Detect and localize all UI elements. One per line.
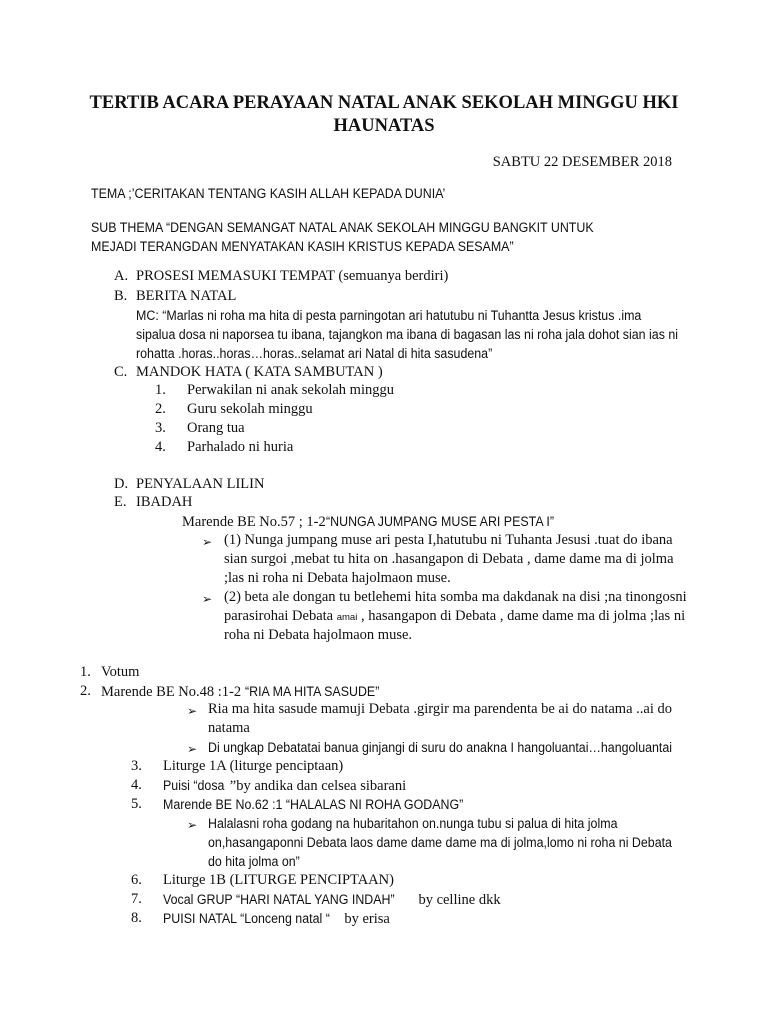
verse1-line1: (1) Nunga jumpang muse ari pesta I,hatutubu ni Tuhanta Jesusi .tuat do ibana <box>224 532 673 548</box>
verse1-line2: sian surgoi ,mebat tu hita on .hasangapon di Debata , dame dame ma di jolma <box>224 551 674 567</box>
order-item-song-62: Marende BE No.62 :1 “HALALAS NI ROHA GODANG” <box>163 797 464 812</box>
order-item-votum: Votum <box>101 664 140 680</box>
order-item-num: 4. <box>131 777 142 793</box>
speech-item-num: 4. <box>155 439 166 455</box>
speech-item: Guru sekolah minggu <box>187 401 313 417</box>
song62-lyric-line3: do hita jolma on” <box>208 854 300 869</box>
theme-line: TEMA ;’CERITAKAN TENTANG KASIH ALLAH KEPADA DUNIA’ <box>91 186 446 201</box>
arrowhead-bullet-icon: ➢ <box>202 535 213 549</box>
arrowhead-bullet-icon: ➢ <box>187 742 198 756</box>
order-item-num: 2. <box>80 683 91 699</box>
song48-lyric-line1: Ria ma hita sasude mamuji Debata .girgir ma parendenta be ai do natama ..ai do <box>208 701 672 717</box>
section-b-text: BERITA NATAL <box>136 288 237 304</box>
verse1-line3: ;las ni roha ni Debata hajolmaon muse. <box>224 570 451 586</box>
order-item-num: 5. <box>131 796 142 812</box>
arrowhead-bullet-icon: ➢ <box>202 592 213 606</box>
event-date: SABTU 22 DESEMBER 2018 <box>492 154 672 170</box>
subtheme-line1: SUB THEMA “DENGAN SEMANGAT NATAL ANAK SEKOLAH MINGGU BANGKIT UNTUK <box>91 220 594 235</box>
speech-item-num: 1. <box>155 382 166 398</box>
speech-item: Orang tua <box>187 420 245 436</box>
section-b-label: B. <box>114 288 128 304</box>
speech-item-num: 3. <box>155 420 166 436</box>
speech-item: Parhalado ni huria <box>187 439 294 455</box>
ibadah-song-line: Marende BE No.57 ; 1-2“NUNGA JUMPANG MUSE ARI PESTA I” <box>182 514 554 530</box>
section-d-label: D. <box>114 476 129 492</box>
song48-lyric-line2: natama <box>208 720 250 736</box>
mc-text-line3: rohatta .horas..horas…horas..selamat ari Natal di hita sasudena” <box>136 346 493 361</box>
arrowhead-bullet-icon: ➢ <box>187 818 198 832</box>
verse2-line3: roha ni Debata hajolmaon muse. <box>224 627 413 643</box>
order-item-vocal-group: Vocal GRUP “HARI NATAL YANG INDAH” by celline dkk <box>163 892 501 908</box>
verse2-line1: (2) beta ale dongan tu betlehemi hita somba ma dakdanak na disi ;na tinongosni <box>224 589 687 605</box>
order-item-liturge-1a: Liturge 1A (liturge penciptaan) <box>163 758 344 774</box>
song62-lyric-line2: on,hasangaponni Debata laos dame dame dame ma di jolma,lomo ni roha ni Debata <box>208 835 672 850</box>
section-a-label: A. <box>114 268 129 284</box>
order-item-song-48: Marende BE No.48 :1-2 “RIA MA HITA SASUDE” <box>101 684 380 700</box>
mc-text-line2: sipalua dosa ni naporsea tu ibana, tajangkon ma ibana di bagasan las ni roha jala dohot sian ias ni <box>136 327 679 342</box>
section-e-text: IBADAH <box>136 494 193 510</box>
section-c-label: C. <box>114 364 128 380</box>
mc-text-line1: MC: “Marlas ni roha ma hita di pesta parningotan ari hatutubu ni Tuhantta Jesus kristus .ima <box>136 308 642 323</box>
order-item-puisi-dosa: Puisi “dosa ”by andika dan celsea sibarani <box>163 778 407 794</box>
arrowhead-bullet-icon: ➢ <box>187 704 198 718</box>
order-item-num: 3. <box>131 758 142 774</box>
song62-lyric-line1: Halalasni roha godang na hubaritahon on.nunga tubu si palua di hita jolma <box>208 816 618 831</box>
order-item-num: 6. <box>131 872 142 888</box>
subtheme-line2: MEJADI TERANGDAN MENYATAKAN KASIH KRISTUS KEPADA SESAMA” <box>91 239 514 254</box>
section-c-text: MANDOK HATA ( KATA SAMBUTAN ) <box>136 364 383 380</box>
section-d-text: PENYALAAN LILIN <box>136 476 265 492</box>
verse2-line2: parasirohai Debata amai , hasangapon di Debata , dame dame ma di jolma ;las ni <box>224 608 686 624</box>
section-e-label: E. <box>114 494 127 510</box>
document-title-line1: TERTIB ACARA PERAYAAN NATAL ANAK SEKOLAH MINGGU HKI <box>89 93 679 113</box>
speech-item: Perwakilan ni anak sekolah minggu <box>187 382 394 398</box>
order-item-num: 8. <box>131 910 142 926</box>
song48-lyric-line3: Di ungkap Debatatai banua ginjangi di suru do anakna I hangoluantai…hangoluantai <box>208 740 673 755</box>
order-item-puisi-natal: PUISI NATAL “Lonceng natal “ by erisa <box>163 911 390 927</box>
document-title-line2: HAUNATAS <box>333 116 435 136</box>
order-item-num: 7. <box>131 891 142 907</box>
order-item-num: 1. <box>80 664 91 680</box>
section-a-text: PROSESI MEMASUKI TEMPAT (semuanya berdiri) <box>136 268 449 284</box>
speech-item-num: 2. <box>155 401 166 417</box>
order-item-liturge-1b: Liturge 1B (LITURGE PENCIPTAAN) <box>163 872 394 888</box>
